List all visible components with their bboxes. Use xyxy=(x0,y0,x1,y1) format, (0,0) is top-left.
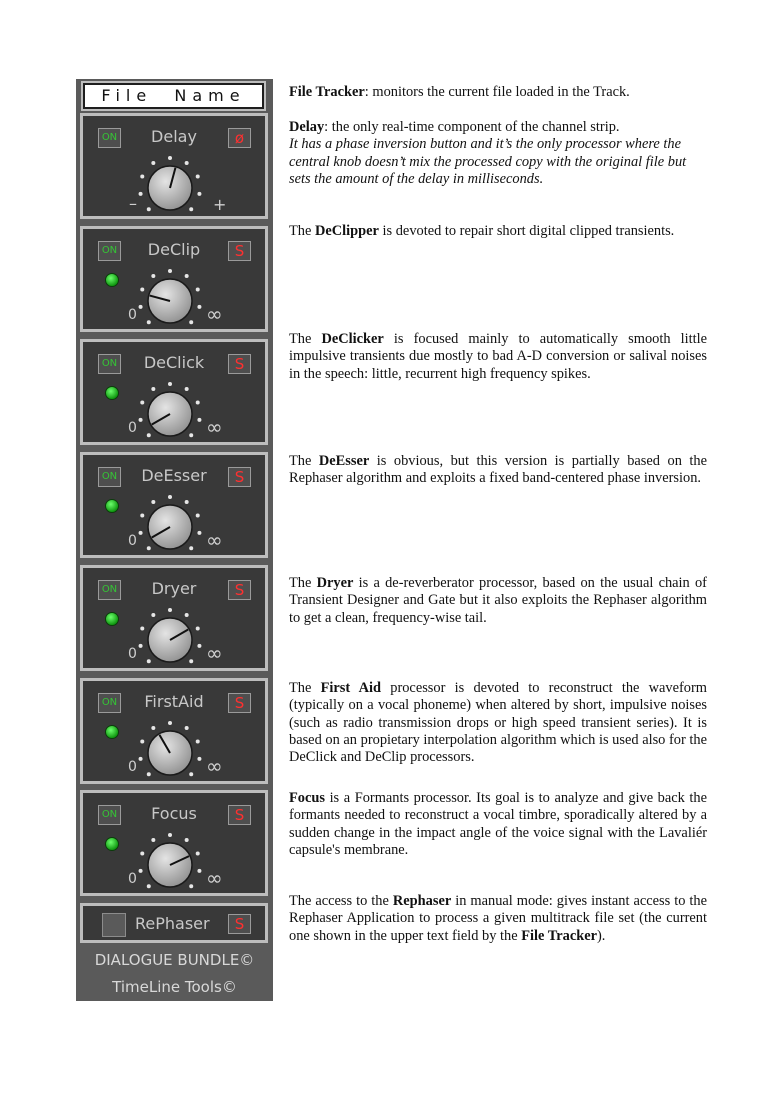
delay-on-button[interactable]: ON xyxy=(98,128,121,148)
declip-knob[interactable] xyxy=(129,263,211,333)
desc-text: : monitors the current file loaded in the Track. xyxy=(364,84,630,100)
term-dryer: Dryer xyxy=(316,575,354,591)
knob-scale-dot xyxy=(147,207,151,211)
desc-first-aid xyxy=(289,680,707,766)
knob-scale-dot xyxy=(197,869,201,873)
desc-rephaser xyxy=(289,893,707,945)
knob-scale-dot xyxy=(140,740,144,744)
knob-scale-dot xyxy=(139,305,143,309)
desc-pre: The xyxy=(289,453,319,469)
knob-max-label: ∞ xyxy=(206,866,223,890)
knob-scale-dot xyxy=(139,644,143,648)
focus-knob[interactable] xyxy=(129,827,211,897)
knob-scale-dot xyxy=(140,514,144,518)
firstaid-solo-button[interactable]: S xyxy=(228,693,251,713)
module-dryer xyxy=(80,565,268,671)
dryer-on-button[interactable]: ON xyxy=(98,580,121,600)
knob-scale-dot xyxy=(147,320,151,324)
knob-scale-dot xyxy=(151,387,155,391)
knob-scale-dot xyxy=(151,726,155,730)
knob-max-label: ∞ xyxy=(206,641,223,665)
focus-activity-led xyxy=(105,837,119,851)
knob-scale-dot xyxy=(197,418,201,422)
knob-scale-dot xyxy=(185,726,189,730)
knob-scale-dot xyxy=(168,269,172,273)
module-firstaid xyxy=(80,678,268,784)
desc-declipper xyxy=(289,223,707,240)
knob-max-label: ∞ xyxy=(206,754,223,778)
desc-pre: The xyxy=(289,575,317,591)
knob-scale-dot xyxy=(197,644,201,648)
knob-scale-dot xyxy=(140,852,144,856)
dryer-activity-led xyxy=(105,612,119,626)
knob-scale-dot xyxy=(140,627,144,631)
knob-scale-dot xyxy=(168,721,172,725)
desc-dryer xyxy=(289,575,707,627)
knob-scale-dot xyxy=(196,514,200,518)
module-deesser xyxy=(80,452,268,558)
knob-scale-dot xyxy=(197,305,201,309)
desc-pre: The xyxy=(289,331,322,347)
knob-min-label: – xyxy=(129,194,137,213)
desc-deesser xyxy=(289,453,707,488)
knob-scale-dot xyxy=(140,401,144,405)
deesser-title: DeEsser xyxy=(141,466,207,485)
knob-scale-dot xyxy=(151,161,155,165)
knob-min-label: 0 xyxy=(128,533,137,549)
knob-scale-dot xyxy=(189,546,193,550)
term-declipper: DeClipper xyxy=(314,223,379,239)
declick-title: DeClick xyxy=(143,353,205,372)
firstaid-title: FirstAid xyxy=(144,692,204,711)
term-file-tracker: File Tracker xyxy=(289,84,365,100)
knob-scale-dot xyxy=(147,884,151,888)
term-deesser: DeEsser xyxy=(318,453,370,469)
knob-min-label: 0 xyxy=(128,759,137,775)
desc-text: is obvious, but this version is partially based on the Rephaser algorithm and exploits a fixed band-centered phase inversion. xyxy=(289,453,707,487)
declick-solo-button[interactable]: S xyxy=(228,354,251,374)
desc-focus xyxy=(289,790,707,859)
deesser-activity-led xyxy=(105,499,119,513)
knob-scale-dot xyxy=(151,838,155,842)
knob-scale-dot xyxy=(185,613,189,617)
knob-scale-dot xyxy=(151,274,155,278)
knob-scale-dot xyxy=(151,500,155,504)
dryer-solo-button[interactable]: S xyxy=(228,580,251,600)
knob-scale-dot xyxy=(139,418,143,422)
dryer-title: Dryer xyxy=(151,579,197,598)
module-delay xyxy=(80,113,268,219)
desc-pre: The xyxy=(289,223,315,239)
knob-scale-dot xyxy=(168,608,172,612)
knob-scale-dot xyxy=(139,531,143,535)
deesser-knob[interactable] xyxy=(129,489,211,559)
knob-scale-dot xyxy=(168,156,172,160)
desc-text: is a Formants processor. Its goal is to analyze and give back the formants needed to reconstruct a vocal timbre, sporadically altered by a sudden change in the impact angle of the voice signal with the Lavaliér capsule's membrane. xyxy=(289,790,707,858)
desc-pre: The access to the xyxy=(289,893,393,909)
desc-pre: The xyxy=(289,680,321,696)
knob-scale-dot xyxy=(151,613,155,617)
rephaser-module xyxy=(80,903,268,943)
term-file-tracker-ref: File Tracker xyxy=(521,927,597,944)
deesser-on-button[interactable]: ON xyxy=(98,467,121,487)
term-rephaser: Rephaser xyxy=(392,893,452,909)
knob-scale-dot xyxy=(197,757,201,761)
knob-scale-dot xyxy=(147,546,151,550)
declip-activity-led xyxy=(105,273,119,287)
desc-text: in manual mode: gives instant access to the Rephaser Application to process a given multitrack file set (the current one shown in the upper text field by the xyxy=(289,893,708,944)
firstaid-knob[interactable] xyxy=(129,715,211,785)
knob-scale-dot xyxy=(147,433,151,437)
knob-max-label: ∞ xyxy=(206,415,223,439)
knob-scale-dot xyxy=(196,852,200,856)
file-name-field[interactable]: File Name xyxy=(83,83,264,109)
knob-scale-dot xyxy=(140,175,144,179)
dryer-knob[interactable] xyxy=(129,602,211,672)
knob-scale-dot xyxy=(185,274,189,278)
desc-text: is devoted to repair short digital clipped transients. xyxy=(378,223,675,239)
knob-scale-dot xyxy=(185,838,189,842)
desc-text: is a de-reverberator processor, based on the usual chain of Transient Designer and Gate but it also exploits the Rephaser algorithm to get a clean, frequency-wise tail. xyxy=(289,575,707,626)
declip-on-button[interactable]: ON xyxy=(98,241,121,261)
knob-scale-dot xyxy=(147,772,151,776)
declip-solo-button[interactable]: S xyxy=(228,241,251,261)
deesser-solo-button[interactable]: S xyxy=(228,467,251,487)
knob-scale-dot xyxy=(189,659,193,663)
knob-scale-dot xyxy=(196,401,200,405)
knob-min-label: 0 xyxy=(128,871,137,887)
knob-scale-dot xyxy=(189,320,193,324)
desc-text: : the only real-time component of the channel strip. xyxy=(324,119,620,135)
knob-scale-dot xyxy=(196,175,200,179)
desc-delay xyxy=(289,119,707,188)
knob-scale-dot xyxy=(139,757,143,761)
knob-scale-dot xyxy=(189,207,193,211)
knob-max-label: ∞ xyxy=(206,528,223,552)
knob-scale-dot xyxy=(139,192,143,196)
knob-scale-dot xyxy=(168,833,172,837)
knob-scale-dot xyxy=(196,627,200,631)
firstaid-on-button[interactable]: ON xyxy=(98,693,121,713)
knob-min-label: 0 xyxy=(128,420,137,436)
knob-scale-dot xyxy=(197,192,201,196)
knob-scale-dot xyxy=(196,288,200,292)
focus-solo-button[interactable]: S xyxy=(228,805,251,825)
module-focus xyxy=(80,790,268,896)
module-declick xyxy=(80,339,268,445)
phase-invert-button[interactable]: ø xyxy=(228,128,251,148)
rephaser-solo-button[interactable]: S xyxy=(228,914,251,934)
knob-scale-dot xyxy=(185,500,189,504)
delay-title: Delay xyxy=(151,127,197,146)
focus-on-button[interactable]: ON xyxy=(98,805,121,825)
knob-scale-dot xyxy=(196,740,200,744)
knob-scale-dot xyxy=(140,288,144,292)
knob-min-label: 0 xyxy=(128,646,137,662)
knob-scale-dot xyxy=(185,161,189,165)
declip-title: DeClip xyxy=(147,240,201,259)
firstaid-activity-led xyxy=(105,725,119,739)
desc-text: processor is devoted to reconstruct the waveform (typically on a vocal phoneme) when altered by short, impulsive noises (such as radio transmission drops or high speed transient series). It is based on an propietary interpolation algorithm which is used also for the DeClick and DeClip processors. xyxy=(289,680,707,766)
knob-scale-dot xyxy=(185,387,189,391)
focus-title: Focus xyxy=(151,804,197,823)
term-first-aid: First Aid xyxy=(320,680,382,696)
module-declip xyxy=(80,226,268,332)
declick-on-button[interactable]: ON xyxy=(98,354,121,374)
bundle-name: DIALOGUE BUNDLE© xyxy=(94,951,255,969)
declick-activity-led xyxy=(105,386,119,400)
desc-text: is focused mainly to automatically smooth little impulsive transients due mostly to bad A-D conversion or salival noises in the speech: little, recurrent high frequency spikes. xyxy=(289,331,707,382)
term-delay: Delay xyxy=(289,119,325,135)
desc-delay-note: It has a phase inversion button and it’s the only processor where the central knob doesn’t mix the processed copy with the original file but sets the amount of the delay in milliseconds. xyxy=(289,136,687,187)
knob-scale-dot xyxy=(139,869,143,873)
knob-scale-dot xyxy=(168,495,172,499)
rephaser-title: RePhaser xyxy=(135,914,210,933)
knob-max-label: ∞ xyxy=(206,302,223,326)
declick-knob[interactable] xyxy=(129,376,211,446)
desc-file-tracker xyxy=(289,84,707,101)
knob-scale-dot xyxy=(168,382,172,386)
delay-knob[interactable] xyxy=(129,150,211,220)
knob-scale-dot xyxy=(189,433,193,437)
knob-scale-dot xyxy=(197,531,201,535)
desc-post: ). xyxy=(597,927,606,944)
rephaser-button[interactable] xyxy=(102,913,126,937)
channel-strip xyxy=(76,79,273,1001)
term-focus: Focus xyxy=(289,790,325,806)
desc-declicker xyxy=(289,331,707,383)
knob-scale-dot xyxy=(147,659,151,663)
knob-max-label: + xyxy=(213,195,227,214)
brand-name: TimeLine Tools© xyxy=(112,978,237,996)
knob-min-label: 0 xyxy=(128,307,137,323)
knob-scale-dot xyxy=(189,772,193,776)
term-declicker: DeClicker xyxy=(321,331,384,347)
knob-scale-dot xyxy=(189,884,193,888)
